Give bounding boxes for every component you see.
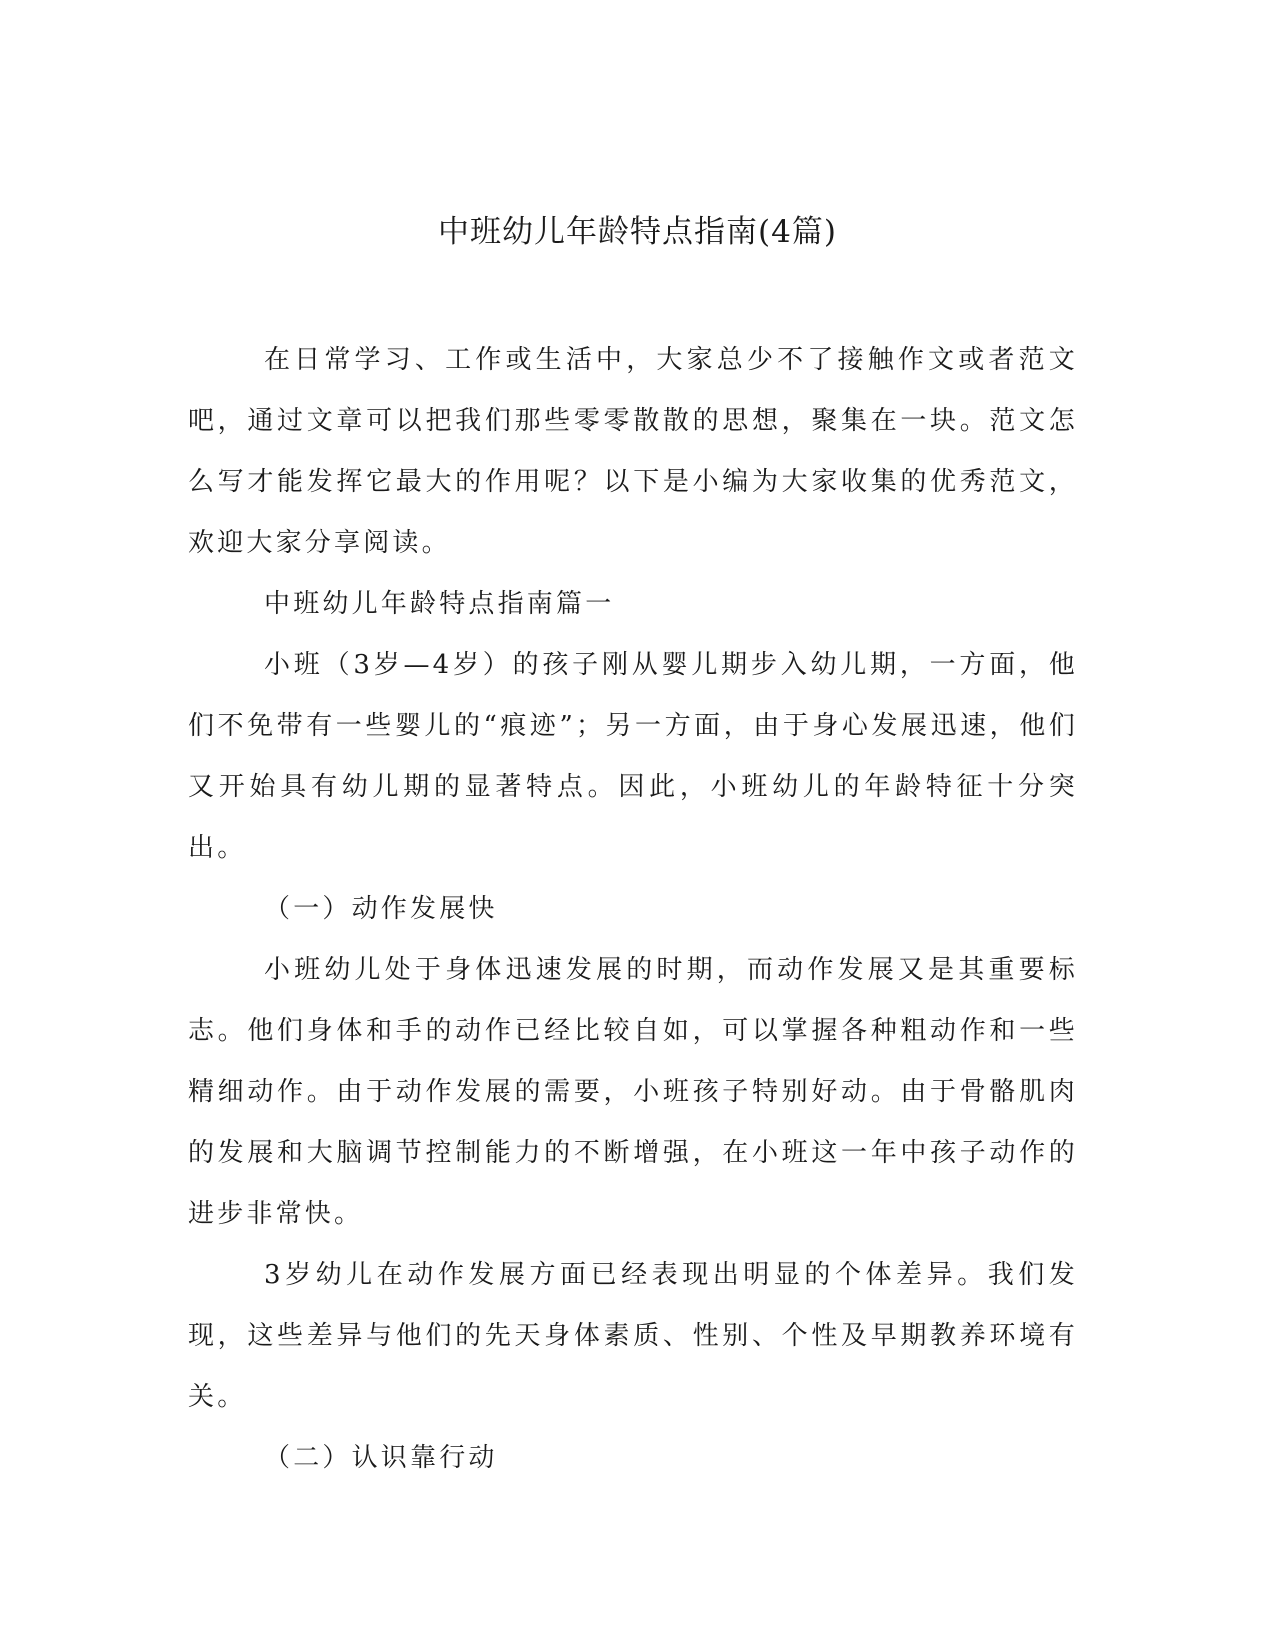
paragraph-motor-development: 小班幼儿处于身体迅速发展的时期，而动作发展又是其重要标志。他们身体和手的动作已经比较自如，可以掌握各种粗动作和一些精细动作。由于动作发展的需要，小班孩子特别好动。由于骨骼肌肉的发展和大脑调节控制能力的不断增强，在小班这一年中孩子动作的进步非常快。 [188, 955, 1078, 1229]
document-title: 中班幼儿年龄特点指南(4篇) [438, 214, 837, 250]
paragraph-small-class-overview: 小班（3岁—4岁）的孩子刚从婴儿期步入幼儿期，一方面，他们不免带有一些婴儿的“痕迹”；另一方面，由于身心发展迅速，他们又开始具有幼儿期的显著特点。因此，小班幼儿的年龄特征十分突出。 [188, 650, 1078, 863]
intro-paragraph: 在日常学习、工作或生活中，大家总少不了接触作文或者范文吧，通过文章可以把我们那些零零散散的思想，聚集在一块。范文怎么写才能发挥它最大的作用呢？以下是小编为大家收集的优秀范文，欢迎大家分享阅读。 [188, 345, 1078, 558]
subheading-cognition-by-action: （二）认识靠行动 [264, 1443, 498, 1473]
section-heading-part-one: 中班幼儿年龄特点指南篇一 [264, 589, 615, 619]
paragraph-individual-differences: 3岁幼儿在动作发展方面已经表现出明显的个体差异。我们发现，这些差异与他们的先天身体素质、性别、个性及早期教养环境有关。 [188, 1260, 1078, 1412]
subheading-motor-development: （一）动作发展快 [264, 894, 498, 924]
document-body [188, 330, 1078, 1489]
